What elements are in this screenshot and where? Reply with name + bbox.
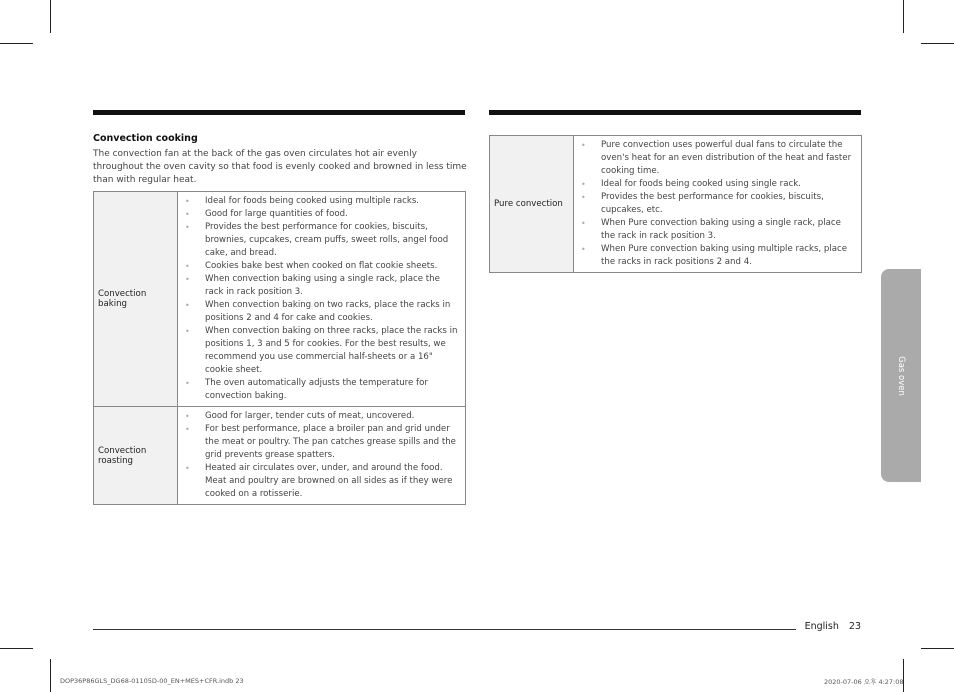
crop-mark	[50, 0, 51, 33]
list-item: • Heated air circulates over, under, and around the food. Meat and poultry are browned on all sides as if they were cooked on a rotisserie.	[184, 462, 461, 501]
chapter-tab	[881, 269, 921, 482]
crop-mark	[921, 43, 954, 44]
list-item: • Provides the best performance for cookies, biscuits, brownies, cupcakes, cream puffs, sweet rolls, angel food cake, and bread.	[184, 221, 461, 260]
list-item: • Pure convection uses powerful dual fans to circulate the oven's heat for an even distribution of the heat and faster cooking time.	[580, 139, 857, 178]
column-rule-right	[489, 110, 861, 115]
crop-mark	[921, 648, 954, 649]
chapter-tab-label: Gas oven	[896, 355, 906, 396]
list-item: • For best performance, place a broiler pan and grid under the meat or poultry. The pan catches grease spills and the grid prevents grease spatters.	[184, 423, 461, 462]
section-title: Convection cooking	[93, 133, 198, 144]
crop-mark	[903, 659, 904, 692]
column-rule-left	[93, 110, 465, 115]
footer-rule	[93, 629, 796, 630]
list-item: • Ideal for foods being cooked using multiple racks.	[184, 195, 461, 208]
row-content	[178, 407, 466, 505]
cooking-modes-table-right	[489, 135, 862, 273]
page-footer	[805, 621, 861, 632]
cooking-modes-table-left	[93, 191, 466, 505]
crop-mark	[50, 659, 51, 692]
crop-mark	[0, 43, 33, 44]
list-item: • Ideal for foods being cooked using single rack.	[580, 178, 857, 191]
print-slug-date: 2020-07-06 오후 4:27:08	[824, 678, 904, 686]
row-label: Convection baking	[94, 192, 178, 407]
print-slug-file: DOP36P86GLS_DG68-01105D-00_EN+MES+CFR.indb 23	[60, 677, 244, 685]
row-content	[178, 192, 466, 407]
list-item: • When convection baking using a single rack, place the rack in rack position 3.	[184, 273, 461, 299]
crop-mark	[903, 0, 904, 33]
list-item: • Good for larger, tender cuts of meat, uncovered.	[184, 410, 461, 423]
table-row	[94, 192, 466, 407]
row-content	[574, 136, 862, 273]
table-row	[490, 136, 862, 273]
crop-mark	[0, 648, 33, 649]
list-item: • Provides the best performance for cookies, biscuits, cupcakes, etc.	[580, 191, 857, 217]
list-item: • Cookies bake best when cooked on flat cookie sheets.	[184, 260, 461, 273]
row-label: Convection roasting	[94, 407, 178, 505]
section-intro: The convection fan at the back of the gas oven circulates hot air evenly throughout the oven cavity so that food is evenly cooked and browned in less time than with regular heat.	[93, 149, 467, 185]
list-item: • Good for large quantities of food.	[184, 208, 461, 221]
list-item: • When Pure convection baking using a single rack, place the rack in rack position 3.	[580, 217, 857, 243]
table-row	[94, 407, 466, 505]
list-item: • When convection baking on two racks, place the racks in positions 2 and 4 for cake and cookies.	[184, 299, 461, 325]
list-item: • When Pure convection baking using multiple racks, place the racks in rack positions 2 and 4.	[580, 243, 857, 269]
footer-language: English	[804, 621, 839, 632]
row-label: Pure convection	[490, 136, 574, 273]
list-item: • The oven automatically adjusts the temperature for convection baking.	[184, 377, 461, 403]
page-number: 23	[848, 621, 861, 632]
list-item: • When convection baking on three racks, place the racks in positions 1, 3 and 5 for cookies. For the best results, we recommend you use commercial half-sheets or a 16" cookie sheet.	[184, 325, 461, 377]
